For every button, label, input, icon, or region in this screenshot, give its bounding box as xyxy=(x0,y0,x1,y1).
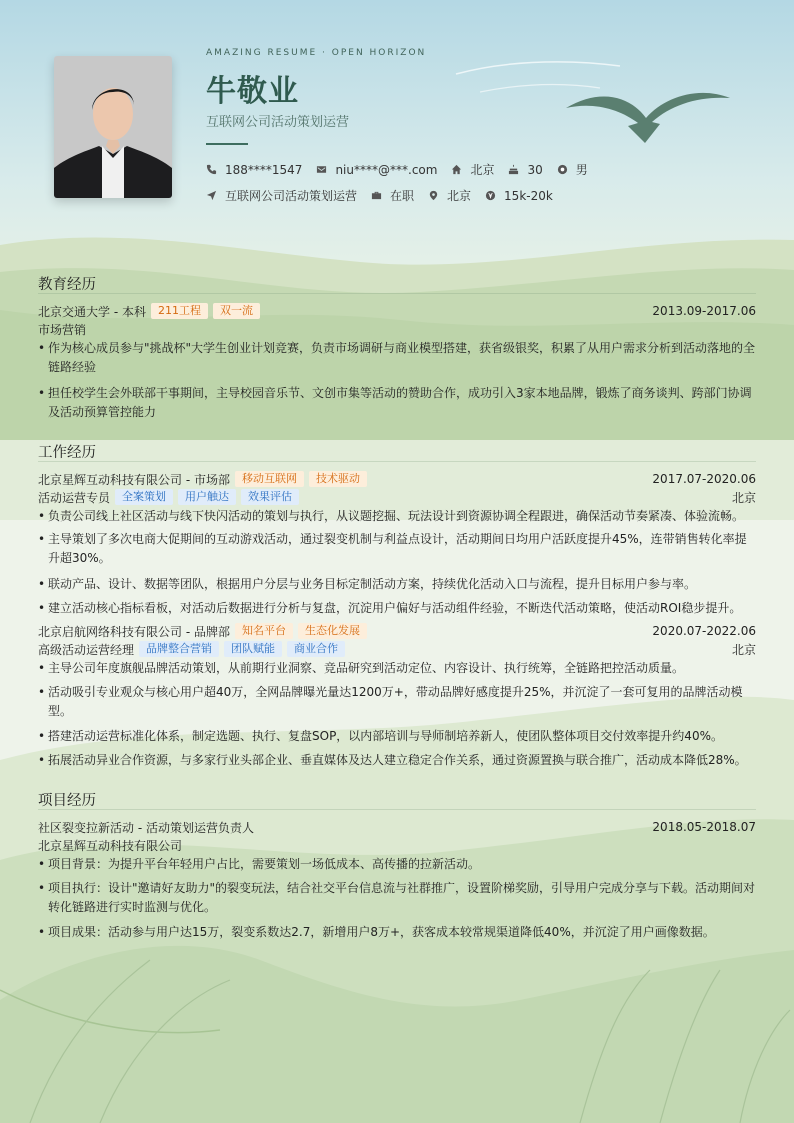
role-tag: 效果评估 xyxy=(241,489,299,505)
email-text: niu****@***.com xyxy=(335,162,438,177)
gender-icon xyxy=(557,164,568,175)
education-bullet: • 担任校学生会外联部干事期间，主导校园音乐节、文创市集等活动的赞助合作，成功引入3家本地品牌，锻炼了商务谈判、跨部门协调及活动预算管控能力 xyxy=(38,384,758,421)
job-company-row xyxy=(38,470,756,488)
project-bullet: • 项目执行：设计"邀请好友助力"的裂变玩法，结合社交平台信息流与社群推广，设置阶梯奖励，引导用户完成分享与下载。活动期间对转化链路进行实时监测与优化。 xyxy=(38,879,758,916)
job-bullet: • 主导策划了多次电商大促期间的互动游戏活动，通过裂变机制与利益点设计，活动期间日均用户活跃度提升45%，连带销售转化率提升超30%。 xyxy=(38,530,758,567)
job-city: 北京 xyxy=(731,490,756,505)
send-icon xyxy=(206,190,217,201)
title-underline xyxy=(206,143,248,145)
school-tag: 双一流 xyxy=(213,303,260,319)
role-tag: 全案策划 xyxy=(115,489,173,505)
header-tagline: AMAZING RESUME · OPEN HORIZON xyxy=(206,48,427,58)
job-bullet: • 建立活动核心指标看板，对活动后数据进行分析与复盘，沉淀用户偏好与活动组件经验，不断迭代活动策略，使活动ROI稳步提升。 xyxy=(38,599,758,618)
project-company-row xyxy=(38,836,756,854)
phone-icon xyxy=(206,164,217,175)
hometown-item xyxy=(451,161,494,178)
email-item xyxy=(316,163,437,177)
project-bullet: • 项目成果：活动参与用户达15万，裂变系数达2.7，新增用户8万+，获客成本较常规渠道降低40%，并沉淀了用户画像数据。 xyxy=(38,923,758,942)
phone-text: 188****1547 xyxy=(225,162,303,177)
school-name: 北京交通大学 - 本科 xyxy=(38,304,146,319)
age-text: 30 xyxy=(527,162,543,177)
project-bullet: • 项目背景：为提升平台年轻用户占比，需要策划一场低成本、高传播的拉新活动。 xyxy=(38,855,758,874)
company-name: 北京星辉互动科技有限公司 - 市场部 xyxy=(38,472,230,487)
school-tag: 211工程 xyxy=(151,303,208,319)
location-icon xyxy=(428,190,439,201)
job-bullet: • 负责公司线上社区活动与线下快闪活动的策划与执行，从议题挖掘、玩法设计到资源协调全程跟进，确保活动节奏紧凑、体验流畅。 xyxy=(38,507,758,526)
cake-icon xyxy=(508,164,519,175)
work-city-item xyxy=(428,187,471,204)
gender-item xyxy=(557,161,588,178)
phone-item xyxy=(206,163,302,177)
role-tag: 团队赋能 xyxy=(224,641,282,657)
company-tag: 生态化发展 xyxy=(298,623,367,639)
target-position-item xyxy=(206,187,357,204)
project-name-row xyxy=(38,818,756,836)
status-item xyxy=(371,187,414,204)
job-date: 2017.07-2020.06 xyxy=(652,472,756,486)
job-bullet: • 搭建活动运营标准化体系，制定选题、执行、复盘SOP，以内部培训与导师制培养新人，使团队整体项目交付效率提升约40%。 xyxy=(38,727,758,746)
job-city: 北京 xyxy=(731,642,756,657)
work-section-title: 工作经历 xyxy=(38,445,96,461)
gender-text: 男 xyxy=(575,163,588,177)
job-target: 互联网公司活动策划运营 xyxy=(206,115,350,130)
job-bullet: • 拓展活动异业合作资源，与多家行业头部企业、垂直媒体及达人建立稳定合作关系，通过资源置换与联合推广，活动成本降低28%。 xyxy=(38,751,758,770)
project-divider xyxy=(38,809,756,810)
contact-row xyxy=(206,161,602,178)
work-divider xyxy=(38,461,756,462)
job-bullet: • 联动产品、设计、数据等团队，根据用户分层与业务目标定制活动方案，持续优化活动入口与流程，提升目标用户参与率。 xyxy=(38,575,758,594)
job-info-row xyxy=(206,187,567,204)
job-role: 活动运营专员 xyxy=(38,490,111,505)
job-role-row xyxy=(38,640,756,658)
job-role-row xyxy=(38,488,756,506)
education-date: 2013.09-2017.06 xyxy=(652,304,756,318)
company-tag: 知名平台 xyxy=(235,623,293,639)
target-position-text: 互联网公司活动策划运营 xyxy=(225,189,358,203)
project-section-title: 项目经历 xyxy=(38,793,96,809)
profile-photo xyxy=(54,56,172,198)
salary-item xyxy=(485,189,553,203)
job-bullet: • 主导公司年度旗舰品牌活动策划，从前期行业洞察、竞品研究到活动定位、内容设计、执行统筹，全链路把控活动质量。 xyxy=(38,659,758,678)
job-bullet: • 活动吸引专业观众与核心用户超40万，全网品牌曝光量达1200万+，带动品牌好感度提升25%，并沉淀了一套可复用的品牌活动模型。 xyxy=(38,683,758,720)
briefcase-icon xyxy=(371,190,382,201)
status-text: 在职 xyxy=(390,189,415,203)
role-tag: 用户触达 xyxy=(178,489,236,505)
company-tag: 移动互联网 xyxy=(235,471,304,487)
education-bullet: • 作为核心成员参与"挑战杯"大学生创业计划竞赛，负责市场调研与商业模型搭建，获省级银奖，积累了从用户需求分析到活动落地的全链路经验 xyxy=(38,339,758,376)
job-company-row xyxy=(38,622,756,640)
company-name: 北京启航网络科技有限公司 - 品牌部 xyxy=(38,624,230,639)
salary-text: 15k-20k xyxy=(504,188,553,203)
major: 市场营销 xyxy=(38,322,87,337)
home-icon xyxy=(451,164,462,175)
education-major-row xyxy=(38,320,756,338)
salary-icon xyxy=(485,190,496,201)
age-item xyxy=(508,163,542,177)
mail-icon xyxy=(316,164,327,175)
education-section-title: 教育经历 xyxy=(38,277,96,293)
job-role: 高级活动运营经理 xyxy=(38,642,135,657)
job-date: 2020.07-2022.06 xyxy=(652,624,756,638)
project-company: 北京星辉互动科技有限公司 xyxy=(38,838,183,853)
role-tag: 商业合作 xyxy=(287,641,345,657)
company-tag: 技术驱动 xyxy=(309,471,367,487)
candidate-name: 牛敬业 xyxy=(206,74,299,109)
education-divider xyxy=(38,293,756,294)
education-school-row xyxy=(38,302,756,320)
project-date: 2018.05-2018.07 xyxy=(652,820,756,834)
hometown-text: 北京 xyxy=(470,163,495,177)
role-tag: 品牌整合营销 xyxy=(139,641,219,657)
work-city-text: 北京 xyxy=(447,189,472,203)
project-name: 社区裂变拉新活动 - 活动策划运营负责人 xyxy=(38,820,254,835)
